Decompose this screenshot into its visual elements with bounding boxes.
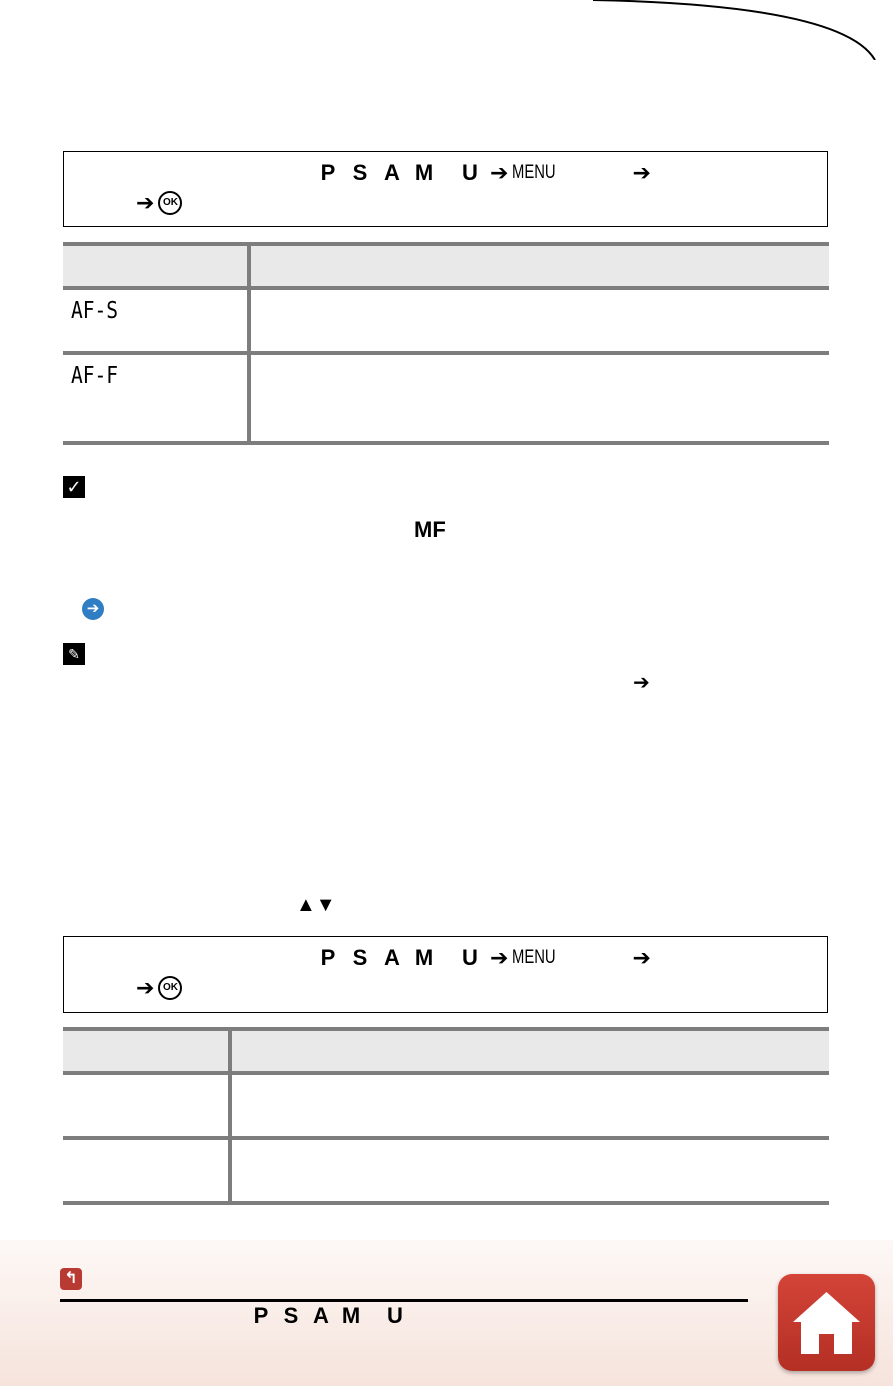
option-description-cell <box>249 353 829 443</box>
menu-button-label: MENU <box>512 947 557 968</box>
home-button[interactable] <box>778 1274 875 1371</box>
table-header-cell <box>63 244 249 288</box>
link-arrow-icon[interactable]: ➔ <box>82 598 104 620</box>
menu-button-label: MENU <box>512 162 557 183</box>
arrow-icon: ➔ <box>632 160 651 185</box>
check-icon: ✓ <box>63 476 85 498</box>
mode-m: M <box>341 1303 361 1328</box>
option-description-cell <box>230 1073 829 1138</box>
af-s-option-label: AF-S <box>71 298 119 324</box>
mode-u: U <box>387 1303 403 1328</box>
menu-path-box-2 <box>63 936 828 1013</box>
home-icon <box>778 1274 875 1371</box>
mode-u: U <box>462 160 478 185</box>
menu-path-line-2 <box>136 975 182 1001</box>
option-cell <box>63 1073 230 1138</box>
menu-path-line-1 <box>312 945 651 971</box>
table-header-cell <box>63 1029 230 1073</box>
mode-p: P <box>253 1303 269 1328</box>
mode-m: M <box>414 945 434 970</box>
arrow-icon: ➔ <box>136 190 155 215</box>
arrow-icon: ➔ <box>632 945 651 970</box>
table-row <box>63 1073 829 1138</box>
table-row <box>63 288 829 353</box>
arrow-icon: ➔ <box>136 975 155 1000</box>
note-icon: ✎ <box>63 643 85 665</box>
mode-s: S <box>352 945 368 970</box>
up-down-icon: ▲▼ <box>296 894 336 916</box>
arrow-icon: ➔ <box>490 945 509 970</box>
options-table-2 <box>63 1027 829 1205</box>
mode-a: A <box>384 160 400 185</box>
footer-breadcrumb <box>246 1303 410 1329</box>
mode-a: A <box>313 1303 329 1328</box>
af-f-option-label: AF-F <box>71 363 119 389</box>
table-header-cell <box>230 1029 829 1073</box>
option-cell <box>63 353 249 443</box>
mode-u: U <box>462 945 478 970</box>
option-description-cell <box>230 1138 829 1203</box>
mode-a: A <box>384 945 400 970</box>
focus-mode-options-table <box>63 242 829 445</box>
mode-s: S <box>352 160 368 185</box>
footer-divider <box>60 1299 748 1302</box>
mode-p: P <box>320 160 336 185</box>
mf-label: MF <box>414 517 446 542</box>
page-corner-decoration <box>593 0 893 60</box>
menu-path-box-1 <box>63 151 828 227</box>
footer <box>0 1240 893 1386</box>
mode-s: S <box>283 1303 299 1328</box>
arrow-icon: ➔ <box>633 672 650 694</box>
table-header-row <box>63 1029 829 1073</box>
option-description-cell <box>249 288 829 353</box>
arrow-icon: ➔ <box>490 160 509 185</box>
ok-button-icon: OK <box>158 976 182 1000</box>
ok-button-icon: OK <box>158 191 182 215</box>
option-cell <box>63 1138 230 1203</box>
mode-p: P <box>320 945 336 970</box>
back-icon[interactable]: ↰ <box>60 1268 82 1290</box>
table-row <box>63 1138 829 1203</box>
option-cell <box>63 288 249 353</box>
table-header-cell <box>249 244 829 288</box>
mode-m: M <box>414 160 434 185</box>
menu-path-line-1 <box>312 160 651 186</box>
table-row <box>63 353 829 443</box>
menu-path-line-2 <box>136 190 182 216</box>
table-header-row <box>63 244 829 288</box>
